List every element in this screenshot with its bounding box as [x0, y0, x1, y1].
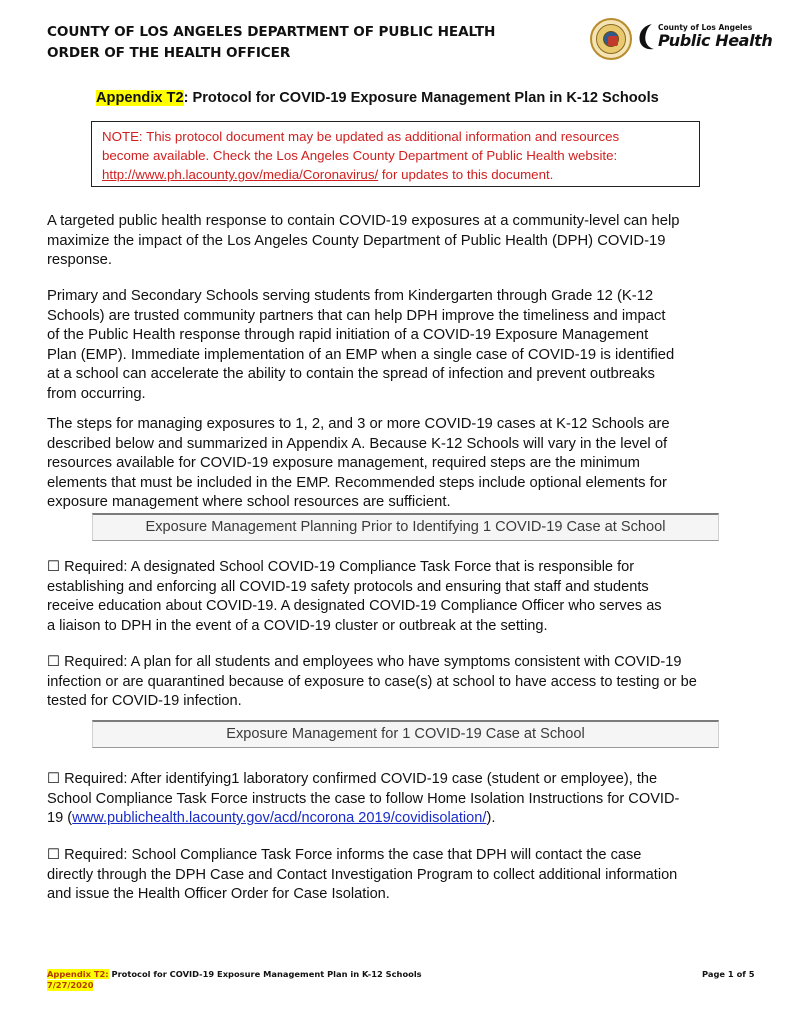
- footer-appendix-label: Appendix T2:: [47, 969, 109, 979]
- title-text: : Protocol for COVID-19 Exposure Management Plan in K-12 Schools: [183, 90, 659, 106]
- text-line: response.: [47, 252, 112, 268]
- text-line: and issue the Health Officer Order for Case Isolation.: [47, 886, 390, 902]
- intro-paragraph-2: [47, 287, 747, 404]
- text-line: infection or are quarantined because of exposure to case(s) at school to have access to testing or be: [47, 673, 697, 690]
- note-box: [91, 121, 700, 187]
- text-line: exposure management where school resources are sufficient.: [47, 494, 451, 510]
- text-line: Plan (EMP). Immediate implementation of an EMP when a single case of COVID-19 is identified: [47, 346, 675, 363]
- text-line: ☐ Required: After identifying1 laboratory confirmed COVID-19 case (student or employee), the: [47, 771, 658, 787]
- note-line-1: NOTE: This protocol document may be updated as additional information and resources: [102, 129, 620, 144]
- section-header-planning: Exposure Management Planning Prior to Identifying 1 COVID-19 Case at School: [92, 513, 719, 541]
- requirement-task-force: [47, 558, 747, 636]
- text-line: ☐ Required: A designated School COVID-19 Compliance Task Force that is responsible for: [47, 559, 635, 575]
- text-line: of the Public Health response through rapid initiation of a COVID-19 Exposure Management: [47, 327, 649, 343]
- footer-title-line: [47, 969, 422, 980]
- footer-title: Protocol for COVID-19 Exposure Management Plan in K-12 Schools: [108, 969, 422, 979]
- intro-paragraph-1: [47, 212, 747, 271]
- requirement-home-isolation: [47, 770, 747, 829]
- swoosh-icon: [636, 22, 656, 52]
- text-line: A targeted public health response to contain COVID-19 exposures at a community-level can help: [47, 213, 680, 229]
- text-line: elements that must be included in the EMP. Recommended steps include optional elements for: [47, 474, 667, 491]
- text-line: maximize the impact of the Los Angeles County Department of Public Health (DPH) COVID-19: [47, 232, 666, 249]
- section-header-one-case: Exposure Management for 1 COVID-19 Case at School: [92, 720, 719, 748]
- intro-paragraph-3: [47, 415, 747, 513]
- logo-county-text: County of Los Angeles: [658, 23, 753, 32]
- text-line: described below and summarized in Appendix A. Because K-12 Schools will vary in the level of: [47, 435, 668, 452]
- text-line: receive education about COVID-19. A designated COVID-19 Compliance Officer who serves as: [47, 598, 662, 614]
- covid-isolation-link[interactable]: www.publichealth.lacounty.gov/acd/ncorona 2019/covidisolation/: [72, 810, 487, 826]
- header-line-1: COUNTY OF LOS ANGELES DEPARTMENT OF PUBLIC HEALTH: [47, 24, 496, 40]
- note-line-3: [102, 165, 689, 184]
- text-fragment: ).: [486, 810, 496, 826]
- page-number: Page 1 of 5: [702, 969, 755, 979]
- text-line: a liaison to DPH in the event of a COVID-19 cluster or outbreak at the setting.: [47, 617, 548, 634]
- text-line: tested for COVID-19 infection.: [47, 693, 242, 709]
- text-line: School Compliance Task Force instructs the case to follow Home Isolation Instructions for COVID-: [47, 790, 680, 807]
- document-header: [47, 22, 495, 64]
- text-fragment: 19 (: [47, 810, 73, 826]
- requirement-testing-plan: [47, 653, 747, 712]
- text-line: resources available for COVID-19 exposure management, required steps are the minimum: [47, 455, 640, 471]
- note-line-2: become available. Check the Los Angeles County Department of Public Health website:: [102, 148, 618, 163]
- text-line: ☐ Required: A plan for all students and employees who have symptoms consistent with COVID-19: [47, 654, 682, 670]
- appendix-label: Appendix T2: [96, 90, 184, 106]
- text-line: at a school can accelerate the ability to contain the spread of infection and prevent outbreaks: [47, 366, 655, 382]
- text-line: Primary and Secondary Schools serving students from Kindergarten through Grade 12 (K-12: [47, 288, 654, 304]
- note-line-3-rest: for updates to this document.: [378, 167, 554, 182]
- requirement-dph-contact: [47, 846, 747, 905]
- logo-public-health-text: Public Health: [658, 31, 773, 50]
- footer-date: 7/27/2020: [47, 980, 94, 990]
- coronavirus-website-link[interactable]: http://www.ph.lacounty.gov/media/Coronavirus/: [102, 167, 379, 182]
- text-line: Schools) are trusted community partners that can help DPH improve the timeliness and impact: [47, 307, 666, 324]
- text-line: establishing and enforcing all COVID-19 safety protocols and ensuring that staff and students: [47, 578, 649, 595]
- text-line: directly through the DPH Case and Contact Investigation Program to collect additional information: [47, 866, 678, 883]
- page-title: [96, 88, 659, 108]
- header-line-2: ORDER OF THE HEALTH OFFICER: [47, 45, 291, 61]
- page-footer: [47, 969, 422, 991]
- public-health-logo: [636, 20, 773, 56]
- text-line: ☐ Required: School Compliance Task Force informs the case that DPH will contact the case: [47, 847, 642, 863]
- text-line: The steps for managing exposures to 1, 2, and 3 or more COVID-19 cases at K-12 Schools are: [47, 416, 670, 432]
- county-seal-icon: [590, 18, 632, 60]
- text-line: [47, 809, 747, 829]
- text-line: from occurring.: [47, 385, 146, 402]
